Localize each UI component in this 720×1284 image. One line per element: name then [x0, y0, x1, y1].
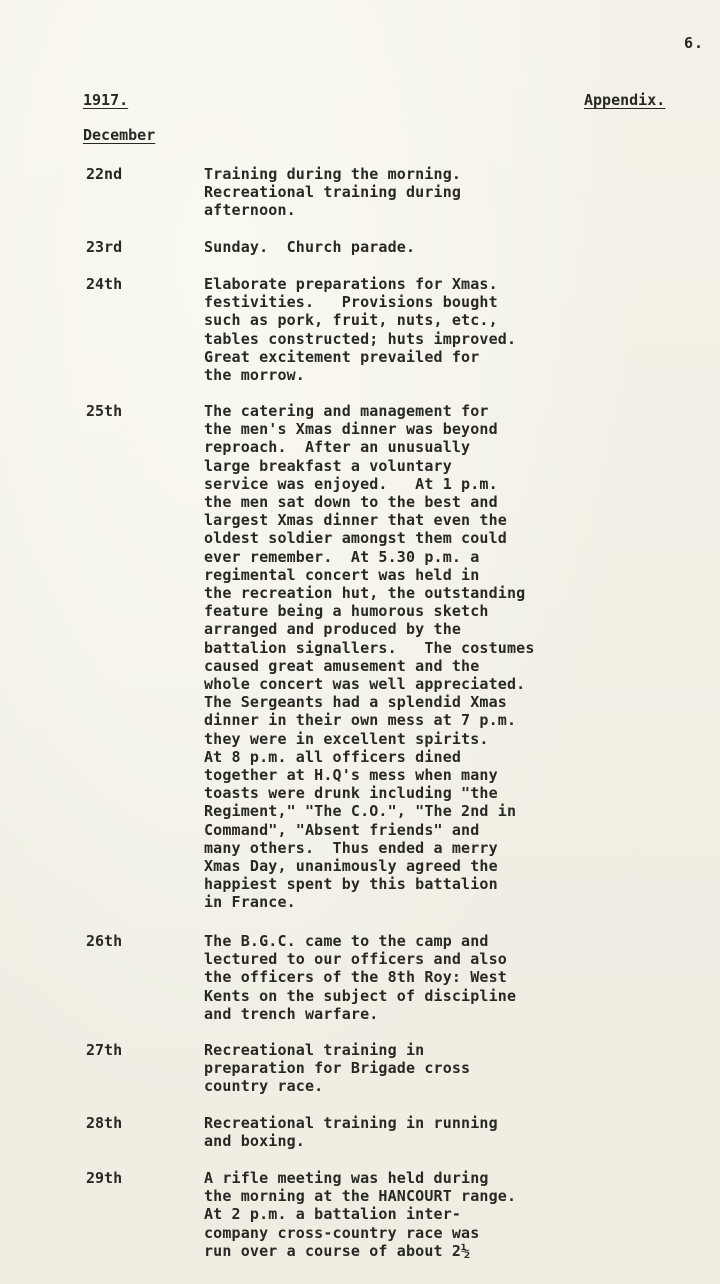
entry-line: the recreation hut, the outstanding	[204, 584, 526, 603]
year-heading: 1917.	[83, 91, 129, 109]
entry-line: battalion signallers. The costumes	[204, 638, 535, 657]
entry-date: 29th	[86, 1169, 123, 1187]
entry-line: Elaborate preparations for Xmas.	[204, 275, 498, 293]
entry-line: arranged and produced by the	[204, 620, 462, 639]
page-number: 6.	[684, 34, 705, 52]
entry-line: oldest soldier amongst them could	[204, 529, 507, 548]
entry-line: many others. Thus ended a merry	[204, 838, 498, 857]
entry-line: the men sat down to the best and	[204, 493, 498, 512]
entry-line: country race.	[204, 1077, 324, 1096]
entry-line: in France.	[204, 893, 296, 912]
entry-line: The B.G.C. came to the camp and	[204, 932, 489, 950]
entry-line: service was enjoyed. At 1 p.m.	[204, 474, 498, 493]
entry-line: caused great amusement and the	[204, 656, 480, 675]
entry-line: the morning at the HANCOURT range.	[204, 1187, 517, 1206]
entry-line: feature being a humorous sketch	[204, 602, 489, 621]
entry-date: 23rd	[86, 238, 123, 256]
entry-text	[204, 402, 704, 912]
entry-line: tables constructed; huts improved.	[204, 329, 517, 348]
entry-line: largest Xmas dinner that even the	[204, 511, 507, 530]
entry-line: the men's Xmas dinner was beyond	[204, 420, 498, 439]
entry-line: happiest spent by this battalion	[204, 875, 498, 894]
month-heading: December	[83, 126, 156, 144]
entry-line: Command", "Absent friends" and	[204, 820, 480, 839]
entry-line: large breakfast a voluntary	[204, 456, 452, 475]
appendix-heading: Appendix.	[584, 91, 666, 109]
entry-date: 24th	[86, 275, 123, 293]
entry-date: 28th	[86, 1114, 123, 1132]
entry-line: Great excitement prevailed for	[204, 347, 480, 366]
entry-line: Sunday. Church parade.	[204, 238, 416, 256]
entry-line: dinner in their own mess at 7 p.m.	[204, 711, 517, 730]
entry-line: and trench warfare.	[204, 1004, 379, 1023]
entry-line: they were in excellent spirits.	[204, 729, 489, 748]
entry-line: festivities. Provisions bought	[204, 293, 498, 312]
entry-line: whole concert was well appreciated.	[204, 675, 526, 694]
entry-line: company cross-country race was	[204, 1223, 480, 1242]
entry-text	[204, 238, 704, 256]
entry-line: ever remember. At 5.30 p.m. a	[204, 547, 480, 566]
entry-text	[204, 165, 704, 220]
entry-line: preparation for Brigade cross	[204, 1059, 471, 1078]
entry-line: At 2 p.m. a battalion inter-	[204, 1205, 462, 1224]
entry-line: Recreational training in running	[204, 1114, 498, 1132]
entry-line: toasts were drunk including "the	[204, 784, 498, 803]
entry-date: 27th	[86, 1041, 123, 1059]
entry-line: The Sergeants had a splendid Xmas	[204, 693, 507, 712]
entry-text	[204, 275, 704, 384]
entry-date: 25th	[86, 402, 123, 420]
entry-date: 26th	[86, 932, 123, 950]
entry-line: lectured to our officers and also	[204, 950, 507, 969]
entry-text	[204, 932, 704, 1023]
entry-line: Training during the morning.	[204, 165, 462, 183]
entry-line: and boxing.	[204, 1132, 305, 1151]
entry-line: run over a course of about 2½	[204, 1241, 471, 1260]
entry-text	[204, 1041, 704, 1096]
entry-line: Recreational training during	[204, 183, 462, 202]
entry-line: Regiment," "The C.O.", "The 2nd in	[204, 802, 517, 821]
entry-line: together at H.Q's mess when many	[204, 766, 498, 785]
entry-line: Xmas Day, unanimously agreed the	[204, 857, 498, 876]
entry-line: such as pork, fruit, nuts, etc.,	[204, 311, 498, 330]
entry-text	[204, 1169, 704, 1260]
entry-line: Kents on the subject of discipline	[204, 986, 517, 1005]
entry-text	[204, 1114, 704, 1150]
entry-line: At 8 p.m. all officers dined	[204, 747, 462, 766]
entry-date: 22nd	[86, 165, 123, 183]
entry-line: the officers of the 8th Roy: West	[204, 968, 507, 987]
entry-line: afternoon.	[204, 201, 296, 220]
entry-line: The catering and management for	[204, 402, 489, 420]
entry-line: A rifle meeting was held during	[204, 1169, 489, 1187]
entry-line: the morrow.	[204, 366, 305, 385]
entry-line: reproach. After an unusually	[204, 438, 471, 457]
entry-line: regimental concert was held in	[204, 565, 480, 584]
entry-line: Recreational training in	[204, 1041, 425, 1059]
